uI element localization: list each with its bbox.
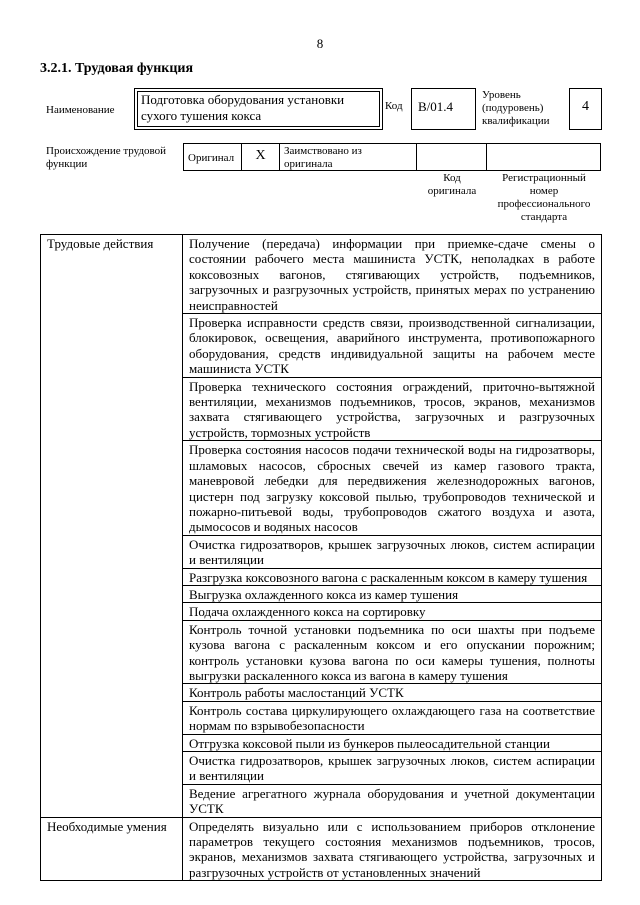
code-original-caption: Код оригинала bbox=[427, 172, 477, 197]
origin-row bbox=[183, 143, 601, 171]
action-cell: Очистка гидрозатворов, крышек загрузочных люков, систем аспирации и вентиляции bbox=[183, 752, 602, 785]
code-value: В/01.4 bbox=[418, 99, 454, 114]
action-cell: Отгрузка коксовой пыли из бункеров пылеосадительной станции bbox=[183, 734, 602, 751]
page-number: 8 bbox=[316, 36, 324, 51]
level-box bbox=[569, 88, 602, 130]
section-title: 3.2.1. Трудовая функция bbox=[40, 61, 194, 76]
action-cell: Контроль работы маслостанций УСТК bbox=[183, 684, 602, 701]
reg-number-caption: Регистрационный номер профессионального стандарта bbox=[497, 172, 591, 223]
skills-header: Необходимые умения bbox=[41, 817, 183, 881]
reg-number-cell bbox=[487, 144, 600, 170]
name-label: Наименование bbox=[46, 104, 115, 116]
action-cell: Проверка технического состояния ограждений, приточно-вытяжной вентиляции, механизмов подъемников, тросов, экранов, механизмов захвата стягивающего устройства, загрузочных и разгрузочных устройств, тормозных устройств bbox=[183, 377, 602, 441]
action-cell: Выгрузка охлажденного кокса из камер тушения bbox=[183, 585, 602, 602]
original-label: Оригинал bbox=[184, 144, 242, 170]
borrowed-label: Заимствовано из оригинала bbox=[280, 144, 417, 170]
level-value: 4 bbox=[582, 99, 589, 114]
level-label: Уровень (подуровень) квалификации bbox=[482, 89, 550, 127]
code-box bbox=[411, 88, 476, 130]
action-cell: Разгрузка коксовозного вагона с раскаленным коксом в камеру тушения bbox=[183, 568, 602, 585]
action-cell: Проверка состояния насосов подачи технической воды на гидрозатворы, шламовых насосов, сбросных свечей из камер газового тракта, маневровой лебедки для передвижения железнодорожных вагонов, цистерн под загрузку коксовой пылью, трубопроводов технической и пожарно-питьевой воды, трубопроводов сжатого воздуха и азота, дымососов и водяных насосов bbox=[183, 441, 602, 535]
action-cell: Очистка гидрозатворов, крышек загрузочных люков, систем аспирации и вентиляции bbox=[183, 535, 602, 568]
original-mark: X bbox=[242, 144, 280, 170]
origin-label: Происхождение трудовой функции bbox=[46, 145, 167, 170]
actions-header: Трудовые действия bbox=[41, 235, 183, 818]
action-cell: Ведение агрегатного журнала оборудования и учетной документации УСТК bbox=[183, 784, 602, 817]
function-name-value: Подготовка оборудования установки сухого тушения кокса bbox=[141, 92, 345, 123]
action-cell: Проверка исправности средств связи, производственной сигнализации, блокировок, освещения, аварийного инструмента, противопожарного оборудования, средств индивидуальной защиты на рабочем месте машиниста УСТК bbox=[183, 314, 602, 378]
action-cell: Контроль точной установки подъемника по оси шахты при подъеме кузова вагона с раскаленным коксом и его опускании порожним; контроль установки кузова вагона по оси камеры тушения, полноты выгрузки раскаленного кокса из вагона в камеру тушения bbox=[183, 620, 602, 684]
table-row bbox=[41, 235, 602, 314]
skill-cell: Определять визуально или с использованием приборов отклонение параметров текущего состояния механизмов подъемников, тросов, экранов, механизмов захвата стягивающего устройства, загрузочных и разгрузочных устройств от установленных значений bbox=[183, 817, 602, 881]
action-cell: Подача охлажденного кокса на сортировку bbox=[183, 603, 602, 620]
function-name-box bbox=[134, 88, 383, 130]
action-cell: Контроль состава циркулирующего охлаждающего газа на соответствие нормам по взрывобезопасности bbox=[183, 701, 602, 734]
code-original-cell bbox=[417, 144, 487, 170]
labor-function-table bbox=[40, 234, 602, 881]
table-row bbox=[41, 817, 602, 881]
code-label: Код bbox=[385, 100, 403, 112]
action-cell: Получение (передача) информации при приемке-сдаче смены о состоянии рабочего места машиниста УСТК, неполадках в работе коксовозных вагонов, стягивающих устройств, подъемников, загрузочных и разгрузочных устройств, принятых мерах по устранению неисправностей bbox=[183, 235, 602, 314]
